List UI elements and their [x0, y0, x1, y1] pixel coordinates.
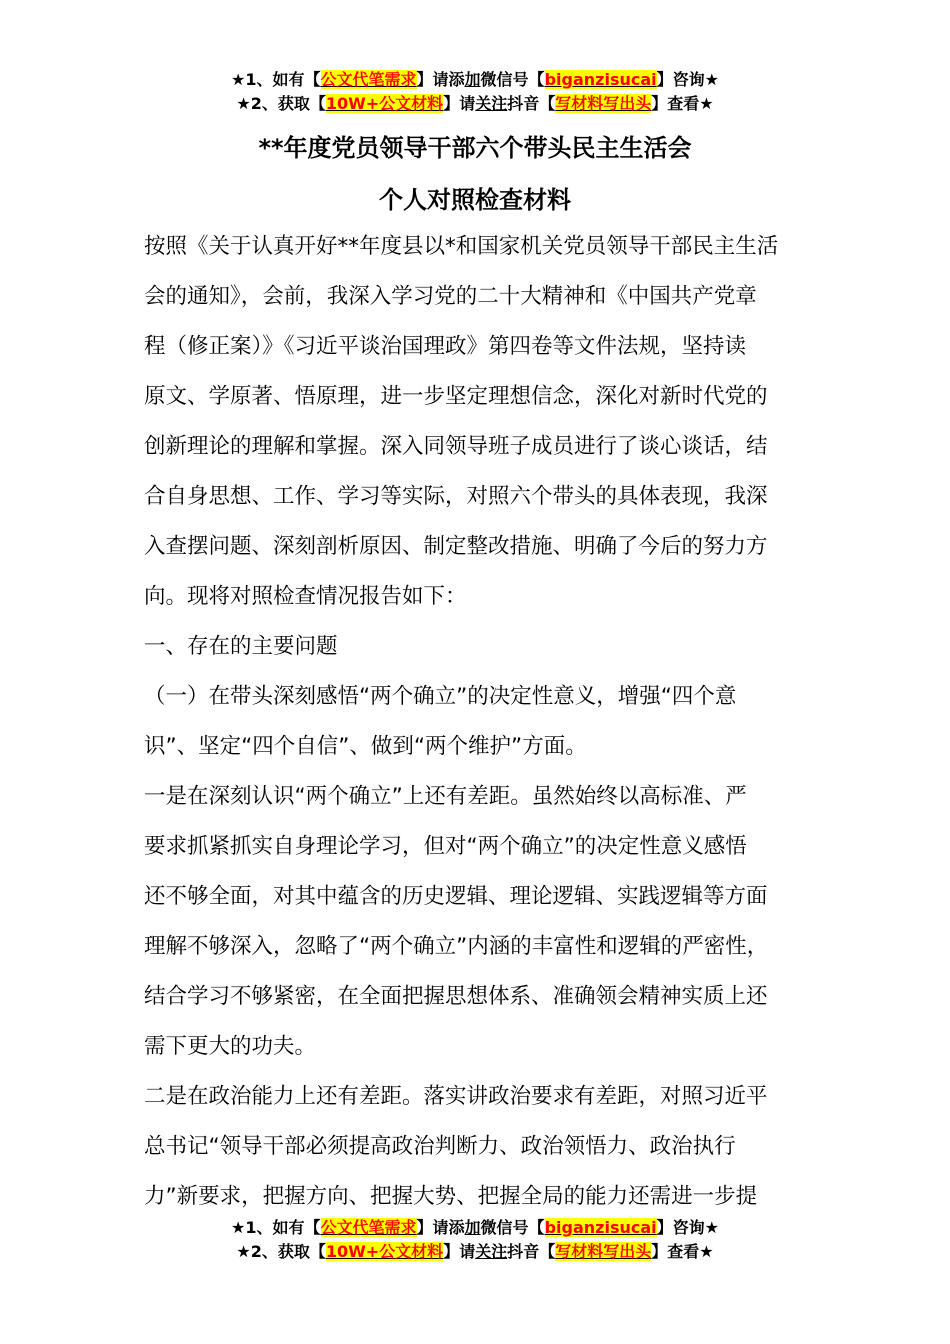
promo-banner-top: [0, 68, 950, 116]
promo-highlight: biganzisucai: [544, 1218, 657, 1237]
promo-text: 抖音【: [507, 94, 556, 113]
document-body: [144, 222, 824, 1222]
promo-highlight: 写材料写出头: [555, 1242, 652, 1261]
promo-text: 】请: [443, 94, 476, 113]
promo-text: 】咨询★: [656, 70, 719, 89]
body-line: 需下更大的功夫。: [144, 1034, 317, 1059]
promo-line-1: [0, 1216, 950, 1240]
promo-highlight: 10W+公文材料: [325, 94, 444, 113]
promo-text: 加: [464, 1218, 481, 1237]
promo-highlight: 写材料写出头: [555, 94, 652, 113]
promo-text: ★1、如有【: [231, 70, 321, 89]
promo-highlight: biganzisucai: [544, 70, 657, 89]
promo-highlight: 10W+公文材料: [325, 1242, 444, 1261]
body-line: 要求抓紧抓实自身理论学习，但对“两个确立”的决定性意义感悟: [144, 834, 747, 859]
body-line: 入查摆问题、深刻剖析原因、制定整改措施、明确了今后的努力方: [144, 534, 768, 559]
section-heading: 一、存在的主要问题: [144, 634, 338, 659]
promo-line-1: [0, 68, 950, 92]
body-line: 按照《关于认真开好**年度县以*和国家机关党员领导干部民主生活: [144, 234, 779, 259]
promo-text: ★2、获取【: [236, 94, 326, 113]
promo-line-2: [0, 92, 950, 116]
body-line: 原文、学原著、悟原理，进一步坚定理想信念，深化对新时代党的: [144, 384, 768, 409]
promo-banner-bottom: [0, 1216, 950, 1264]
body-line: 还不够全面，对其中蕴含的历史逻辑、理论逻辑、实践逻辑等方面: [144, 884, 768, 909]
promo-text: 】请添: [416, 1218, 465, 1237]
body-line: 程（修正案）》《习近平谈治国理政》第四卷等文件法规，坚持读: [144, 334, 747, 359]
body-line: 结合学习不够紧密，在全面把握思想体系、准确领会精神实质上还: [144, 984, 768, 1009]
promo-text: 加: [464, 70, 481, 89]
promo-text: ★1、如有【: [231, 1218, 321, 1237]
promo-text: 关注: [475, 1242, 508, 1261]
body-line: 总书记“领导干部必须提高政治判断力、政治领悟力、政治执行: [144, 1134, 736, 1159]
body-line: 合自身思想、工作、学习等实际，对照六个带头的具体表现，我深: [144, 484, 768, 509]
promo-text: 】请添: [416, 70, 465, 89]
promo-text: 微信号【: [480, 70, 545, 89]
body-line: 一是在深刻认识“两个确立”上还有差距。虽然始终以高标准、严: [144, 784, 747, 809]
document-subtitle: 个人对照检查材料: [379, 186, 571, 214]
body-line: 向。现将对照检查情况报告如下：: [144, 584, 467, 609]
promo-text: ★2、获取【: [236, 1242, 326, 1261]
body-line: 创新理论的理解和掌握。深入同领导班子成员进行了谈心谈话，结: [144, 434, 768, 459]
body-line: 二是在政治能力上还有差距。落实讲政治要求有差距，对照习近平: [144, 1084, 768, 1109]
promo-text: 】咨询★: [656, 1218, 719, 1237]
body-line: 会的通知》，会前，我深入学习党的二十大精神和《中国共产党章: [144, 284, 757, 309]
document-title: **年度党员领导干部六个带头民主生活会: [258, 134, 692, 162]
body-line: 理解不够深入，忽略了“两个确立”内涵的丰富性和逻辑的严密性，: [144, 934, 769, 959]
promo-text: 】请: [443, 1242, 476, 1261]
subsection-heading: （一）在带头深刻感悟“两个确立”的决定性意义，增强“四个意: [144, 684, 737, 709]
promo-text: 关注: [475, 94, 508, 113]
promo-highlight: 公文代笔需求: [320, 1218, 417, 1237]
promo-text: 】查看★: [651, 1242, 714, 1261]
body-line: 力”新要求，把握方向、把握大势、把握全局的能力还需进一步提: [144, 1184, 758, 1209]
subsection-heading: 识”、坚定“四个自信”、做到“两个维护”方面。: [144, 734, 587, 759]
promo-text: 抖音【: [507, 1242, 556, 1261]
promo-line-2: [0, 1240, 950, 1264]
promo-text: 微信号【: [480, 1218, 545, 1237]
promo-text: 】查看★: [651, 94, 714, 113]
promo-highlight: 公文代笔需求: [320, 70, 417, 89]
